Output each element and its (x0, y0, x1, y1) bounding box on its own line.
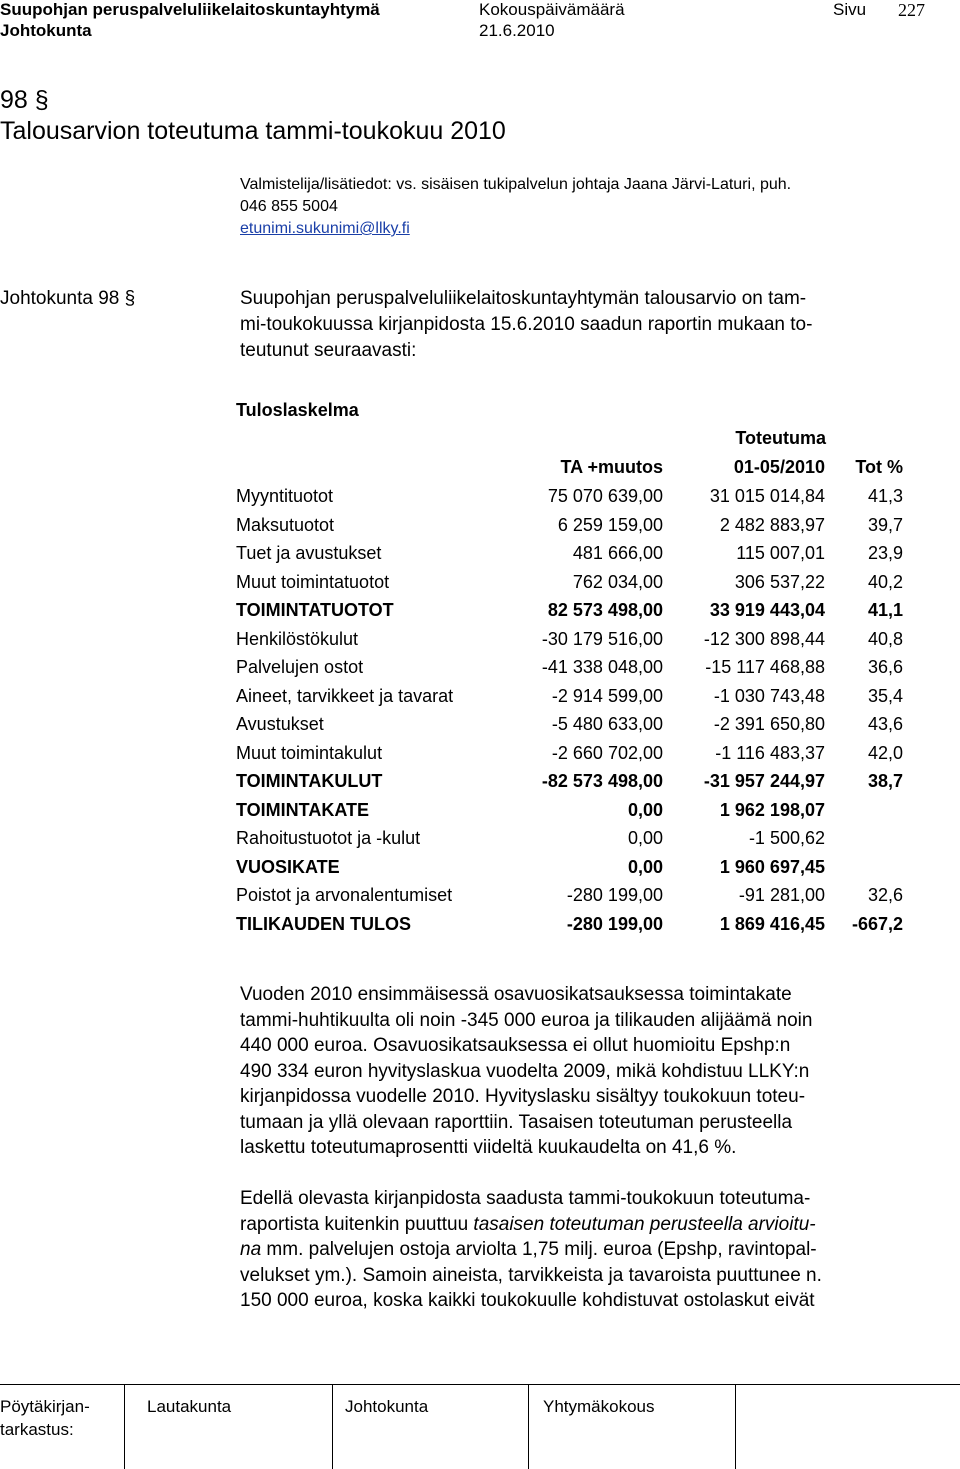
row-budget: -30 179 516,00 (541, 628, 663, 649)
row-budget: -5 480 633,00 (551, 714, 663, 734)
table-row (236, 515, 916, 539)
row-label: Muut toimintatuotot (236, 571, 390, 592)
column-header-period: 01-05/2010 (733, 457, 825, 477)
footer-yhtymakokous: Yhtymäkokous (543, 1397, 655, 1416)
header-body: Johtokunta (0, 21, 92, 40)
row-percent: 35,4 (867, 685, 903, 706)
row-actual: 306 537,22 (734, 571, 825, 592)
paragraph-1-line: tammi-huhtikuulta oli noin -345 000 euroa ja tilikauden alijäämä noin (240, 1009, 813, 1031)
row-label: Aineet, tarvikkeet ja tavarat (236, 685, 454, 706)
row-actual: -15 117 468,88 (705, 657, 825, 677)
footer (0, 1385, 960, 1469)
paragraph-1-line: 440 000 euroa. Osavuosikatsauksessa ei ollut huomioitu Epshp:n (240, 1035, 791, 1056)
row-label: TOIMINTAKATE (236, 799, 369, 820)
table-title: Tuloslaskelma (236, 400, 359, 420)
footer-review-label (0, 1395, 90, 1441)
column-header-ta: TA +muutos (560, 457, 663, 477)
row-label: Henkilöstökulut (236, 628, 359, 649)
footer-separator (124, 1385, 125, 1469)
footer-review-line2: tarkastus: (0, 1420, 74, 1439)
row-actual: -31 957 244,97 (703, 771, 825, 791)
row-actual: 1 962 198,07 (719, 799, 825, 820)
row-budget: 0,00 (627, 799, 663, 820)
header-org: Suupohjan peruspalveluliikelaitoskuntayhtymä (0, 0, 380, 19)
row-budget: -280 199,00 (566, 885, 663, 905)
paragraph-2-italic: na (240, 1239, 262, 1260)
row-percent: -667,2 (851, 913, 903, 934)
row-actual: -1 116 483,37 (715, 742, 825, 763)
row-percent: 32,6 (867, 885, 903, 905)
table-row (236, 800, 916, 824)
row-budget: 75 070 639,00 (547, 486, 663, 506)
row-percent: 38,7 (867, 771, 903, 791)
row-label: TOIMINTATUOTOT (236, 600, 394, 620)
row-label: Rahoitustuotot ja -kulut (236, 828, 421, 848)
row-label: Myyntituotot (236, 486, 334, 506)
row-percent: 41,3 (867, 486, 903, 506)
table-header-row (236, 457, 916, 481)
paragraph-2-line: Edellä olevasta kirjanpidosta saadusta tammi-toukokuun toteutuma- (240, 1188, 811, 1209)
decision-label: Johtokunta 98 § (0, 288, 136, 309)
paragraph-2-line (240, 1237, 930, 1263)
row-actual: 1 869 416,45 (719, 913, 825, 934)
row-budget: 0,00 (627, 856, 663, 877)
row-label: Avustukset (236, 714, 324, 734)
decision-line1: Suupohjan peruspalveluliikelaitoskuntayhtymän talousarvio on tam- (240, 288, 807, 309)
table-row (236, 543, 916, 567)
table-row (236, 629, 916, 653)
row-label: TOIMINTAKULUT (236, 771, 383, 791)
table-row (236, 714, 916, 738)
paragraph-2 (240, 1186, 930, 1314)
row-budget: -2 660 702,00 (551, 742, 663, 763)
footer-johtokunta: Johtokunta (345, 1397, 429, 1416)
paragraph-2-line: 150 000 euroa, koska kaikki toukokuulle kohdistuvat ostolaskut eivät (240, 1290, 815, 1311)
row-label: Palvelujen ostot (236, 657, 364, 677)
footer-lautakunta: Lautakunta (147, 1397, 232, 1416)
row-budget: 6 259 159,00 (557, 514, 663, 535)
row-budget: 481 666,00 (572, 543, 663, 563)
table-header-toteutuma: Toteutuma (735, 428, 826, 448)
table-row (236, 486, 916, 510)
row-budget: 82 573 498,00 (547, 600, 663, 620)
row-actual: -2 391 650,80 (713, 714, 825, 734)
row-budget: -41 338 048,00 (541, 657, 663, 677)
decision-line3: teutunut seuraavasti: (240, 340, 417, 361)
row-actual: -91 281,00 (738, 885, 825, 905)
paragraph-2-italic: tasaisen toteutuman perusteella arvioitu- (473, 1213, 816, 1235)
row-percent: 36,6 (867, 657, 903, 677)
section-title: Talousarvion toteutuma tammi-toukokuu 2010 (0, 117, 506, 145)
row-actual: -1 030 743,48 (713, 685, 825, 706)
row-actual: -1 500,62 (748, 828, 825, 848)
row-budget: -2 914 599,00 (551, 685, 663, 706)
row-budget: 762 034,00 (572, 571, 663, 592)
table-row (236, 828, 916, 852)
table-row (236, 885, 916, 909)
table-row (236, 743, 916, 767)
row-label: Muut toimintakulut (236, 742, 383, 763)
table-row (236, 600, 916, 624)
footer-separator (735, 1385, 736, 1469)
row-budget: 0,00 (627, 828, 663, 848)
section-number: 98 § (0, 86, 49, 114)
table-row (236, 572, 916, 596)
header-date: 21.6.2010 (479, 21, 555, 40)
paragraph-2-text: raportista kuitenkin puuttuu (240, 1213, 474, 1235)
row-percent: 43,6 (867, 714, 903, 734)
row-percent: 40,8 (867, 628, 903, 649)
paragraph-1-line: Vuoden 2010 ensimmäisessä osavuosikatsauksessa toimintakate (240, 984, 792, 1005)
row-budget: -280 199,00 (566, 913, 663, 934)
paragraph-2-line (240, 1212, 930, 1238)
row-label: TILIKAUDEN TULOS (236, 913, 411, 934)
column-header-pct: Tot % (855, 457, 903, 477)
row-actual: 31 015 014,84 (709, 486, 825, 506)
header-page-label: Sivu (833, 0, 867, 19)
table-row (236, 771, 916, 795)
footer-separator (528, 1385, 529, 1469)
row-label: Poistot ja arvonalentumiset (236, 885, 453, 905)
paragraph-1-line: 490 334 euron hyvityslaskua vuodelta 2009, mikä kohdistuu LLKY:n (240, 1060, 810, 1082)
row-label: Maksutuotot (236, 514, 335, 535)
row-actual: 1 960 697,45 (719, 856, 825, 877)
footer-review-line1: Pöytäkirjan- (0, 1397, 90, 1416)
row-percent: 23,9 (867, 543, 903, 563)
footer-separator (332, 1385, 333, 1469)
contact-email-link[interactable]: etunimi.sukunimi@llky.fi (240, 220, 410, 237)
row-percent: 40,2 (867, 571, 903, 592)
table-row (236, 857, 916, 881)
row-actual: 2 482 883,97 (719, 514, 825, 535)
table-row (236, 657, 916, 681)
paragraph-1-line: kirjanpidossa vuodelle 2010. Hyvityslasku sisältyy toukokuun toteu- (240, 1086, 806, 1107)
row-label: VUOSIKATE (236, 856, 340, 877)
paragraph-1-line: laskettu toteutumaprosentti viideltä kuukaudelta on 41,6 %. (240, 1137, 737, 1158)
header-date-label: Kokouspäivämäärä (479, 0, 625, 19)
row-actual: 115 007,01 (736, 543, 825, 563)
row-budget: -82 573 498,00 (541, 771, 663, 791)
row-actual: -12 300 898,44 (703, 628, 825, 649)
paragraph-1 (240, 982, 930, 1161)
contact-line1: Valmistelija/lisätiedot: vs. sisäisen tukipalvelun johtaja Jaana Järvi-Laturi, puh. (240, 176, 792, 193)
table-row (236, 686, 916, 710)
row-percent: 39,7 (867, 514, 903, 535)
row-actual: 33 919 443,04 (709, 600, 825, 620)
header-page-number: 227 (898, 0, 925, 20)
paragraph-2-text: mm. palvelujen ostoja arviolta 1,75 milj. euroa (Epshp, ravintopal- (261, 1239, 817, 1260)
table-row (236, 914, 916, 938)
contact-line2: 046 855 5004 (240, 198, 338, 215)
decision-line2: mi-toukokuussa kirjanpidosta 15.6.2010 saadun raportin mukaan to- (240, 314, 813, 335)
paragraph-1-line: tumaan ja yllä olevaan raporttiin. Tasaisen toteutuman perusteella (240, 1111, 793, 1133)
paragraph-2-line: velukset ym.). Samoin aineista, tarvikkeista ja tavaroista puuttunee n. (240, 1264, 822, 1286)
row-percent: 42,0 (867, 742, 903, 763)
row-label: Tuet ja avustukset (236, 543, 382, 563)
row-percent: 41,1 (867, 600, 903, 620)
